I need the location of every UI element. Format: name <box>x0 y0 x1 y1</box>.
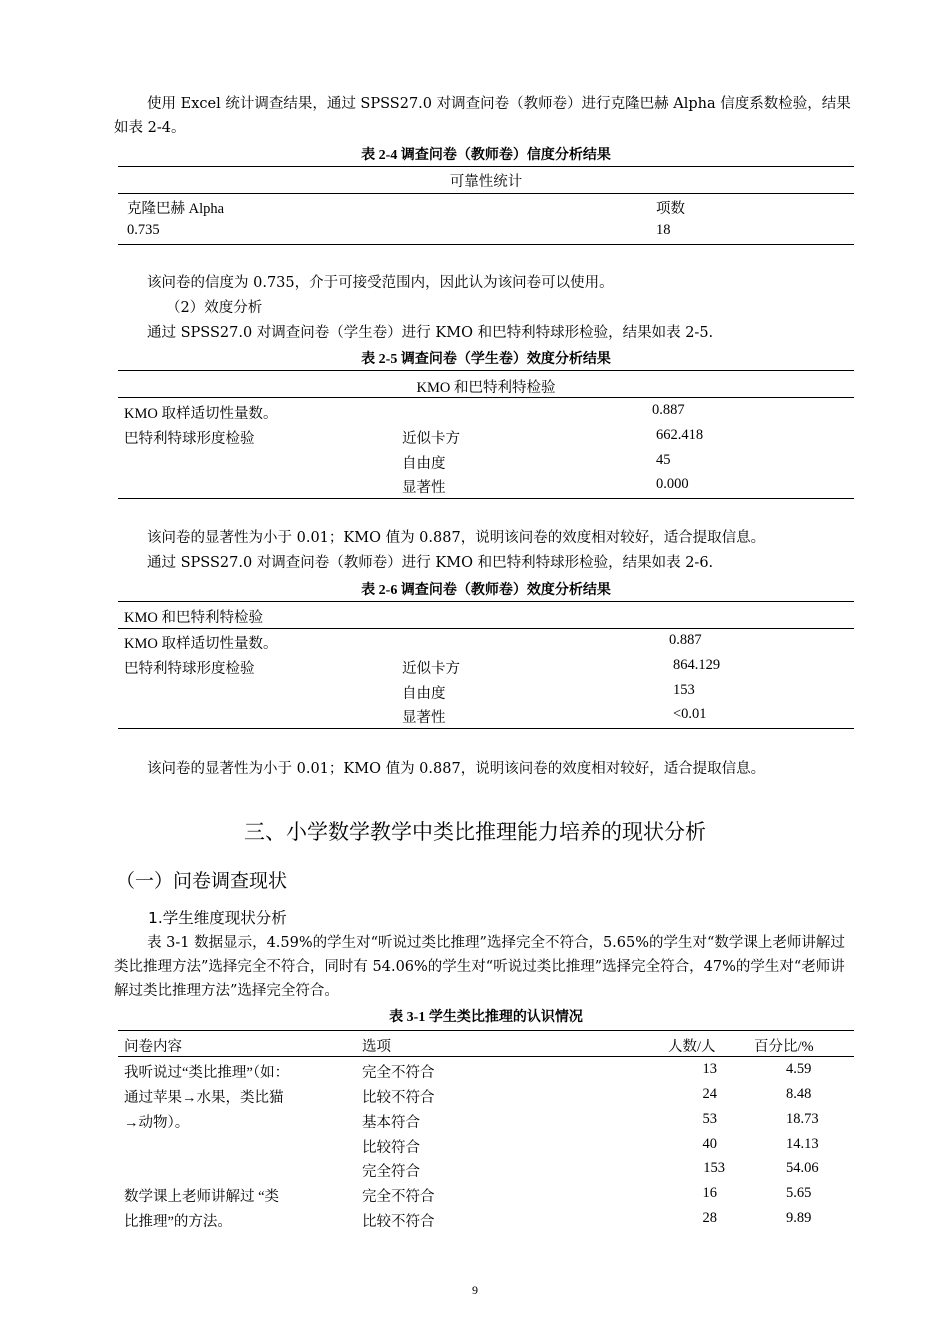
table-2-5-row-value: 662.418 <box>656 427 704 443</box>
table-2-6-row-stat: 自由度 <box>402 686 446 702</box>
table-2-5-row-label: KMO 取样适切性量数。 <box>124 406 278 422</box>
table-3-1-top-rule <box>118 1030 854 1031</box>
table-2-4-header-rule <box>118 193 854 194</box>
table-2-6-row-label: KMO 取样适切性量数。 <box>124 636 278 652</box>
table-2-6-caption: 表 2-6 调查问卷（教师卷）效度分析结果 <box>361 583 611 598</box>
table-3-1-option: 基本符合 <box>362 1115 420 1131</box>
table-2-5-row-stat: 自由度 <box>402 456 446 472</box>
page-number: 9 <box>472 1283 478 1297</box>
table-3-1-percent: 9.89 <box>786 1210 812 1226</box>
table-2-6-top-rule <box>118 601 854 602</box>
table-2-5-row-stat: 近似卡方 <box>402 431 460 447</box>
table-2-5-row-stat: 显著性 <box>402 480 446 496</box>
table-3-1-count: 28 <box>702 1210 717 1226</box>
table-2-6-row-value: 153 <box>673 682 695 698</box>
table-3-1-header-rule <box>118 1056 854 1057</box>
table-3-1-option: 比较符合 <box>362 1140 420 1156</box>
table-2-5-top-rule <box>118 370 854 371</box>
validity-conclusion-teacher: 该问卷的显著性为小于 0.01；KMO 值为 0.887，说明该问卷的效度相对较好，适合提取信息。 <box>147 761 766 777</box>
table-2-4-top-rule <box>118 166 854 167</box>
table-3-1-count: 40 <box>702 1136 717 1152</box>
table-2-5-row-value: 45 <box>656 452 671 468</box>
table-2-6-row-value: 0.887 <box>669 632 702 648</box>
table-2-4-val2: 18 <box>656 222 671 238</box>
table-2-6-row-value: 864.129 <box>673 657 721 673</box>
subsection-title: （一）问卷调查现状 <box>116 870 288 892</box>
intro-paragraph: 使用 Excel 统计调查结果，通过 SPSS27.0 对调查问卷（教师卷）进行克隆巴赫 Alpha 信度系数检验，结果如表 2-4。 <box>114 96 851 136</box>
table-3-1-percent: 8.48 <box>786 1086 812 1102</box>
table-3-1-question-line: →动物）。 <box>124 1115 190 1131</box>
table-2-5-caption: 表 2-5 调查问卷（学生卷）效度分析结果 <box>361 352 611 367</box>
table-2-5-row-value: 0.000 <box>656 476 689 492</box>
table-3-1-count: 53 <box>702 1111 717 1127</box>
table-3-1-count: 153 <box>703 1160 725 1176</box>
validity-conclusion-student: 该问卷的显著性为小于 0.01；KMO 值为 0.887，说明该问卷的效度相对较好，适合提取信息。 <box>147 530 766 546</box>
table-3-1-option: 完全符合 <box>362 1164 420 1180</box>
table-3-1-question-line: 我听说过“类比推理”（如： <box>124 1065 290 1081</box>
table-3-1-question-line: 通过苹果→水果，类比猫 <box>124 1090 284 1106</box>
table-3-1-header-option: 选项 <box>362 1039 391 1055</box>
table-3-1-count: 16 <box>702 1185 717 1201</box>
table-2-4-caption: 表 2-4 调查问卷（教师卷）信度分析结果 <box>361 148 611 163</box>
table-2-6-row-value: <0.01 <box>673 706 707 722</box>
table-2-5-header-rule <box>118 397 854 398</box>
section-paragraph: 表 3-1 数据显示，4.59%的学生对“听说过类比推理”选择完全不符合，5.65%的学生对“数学课上老师讲解过类比推理方法”选择完全不符合，同时有 54.06%的学生对“听说过类比推理”选择完全符合，47%的学生对“老师讲解过类比推理方法”选择完全符合。 <box>114 935 845 999</box>
section-title: 三、小学数学教学中类比推理能力培养的现状分析 <box>244 820 706 844</box>
table-3-1-percent: 18.73 <box>786 1111 819 1127</box>
table-2-6-row-stat: 近似卡方 <box>402 661 460 677</box>
table-3-1-question-line: 数学课上老师讲解过 “类 <box>124 1189 280 1205</box>
table-3-1-option: 比较不符合 <box>362 1090 435 1106</box>
table-3-1-percent: 14.13 <box>786 1136 819 1152</box>
validity-intro-student: 通过 SPSS27.0 对调查问卷（学生卷）进行 KMO 和巴特利特球形检验，结果如表 2-5. <box>147 325 714 341</box>
table-2-4-group-header: 可靠性统计 <box>449 174 523 190</box>
table-2-4-col1-header: 克隆巴赫 Alpha <box>127 201 225 217</box>
table-2-4-col2-header: 项数 <box>656 201 685 217</box>
table-2-4-val1: 0.735 <box>127 222 160 238</box>
table-3-1-percent: 5.65 <box>786 1185 812 1201</box>
table-3-1-option: 完全不符合 <box>362 1189 435 1205</box>
table-3-1-header-percent: 百分比/% <box>754 1039 814 1055</box>
table-3-1-question-line: 比推理”的方法。 <box>124 1214 232 1230</box>
table-3-1-count: 13 <box>702 1061 717 1077</box>
table-2-6-row-stat: 显著性 <box>402 710 446 726</box>
table-2-5-bottom-rule <box>118 498 854 499</box>
table-3-1-percent: 4.59 <box>786 1061 812 1077</box>
table-2-6-header-rule <box>118 628 854 629</box>
table-2-6-bottom-rule <box>118 728 854 729</box>
validity-intro-teacher: 通过 SPSS27.0 对调查问卷（教师卷）进行 KMO 和巴特利特球形检验，结果如表 2-6. <box>147 555 714 571</box>
table-2-6-group-header: KMO 和巴特利特检验 <box>124 610 263 626</box>
table-2-6-row-label: 巴特利特球形度检验 <box>124 661 255 677</box>
table-3-1-caption: 表 3-1 学生类比推理的认识情况 <box>389 1010 583 1025</box>
table-3-1-header-count: 人数/人 <box>668 1039 716 1055</box>
reliability-conclusion: 该问卷的信度为 0.735，介于可接受范围内，因此认为该问卷可以使用。 <box>147 275 614 291</box>
validity-heading: （2）效度分析 <box>166 300 263 316</box>
table-2-4-bottom-rule <box>118 244 854 245</box>
table-2-5-row-label: 巴特利特球形度检验 <box>124 431 255 447</box>
subsubsection-title: 1.学生维度现状分析 <box>148 909 287 927</box>
table-3-1-header-question: 问卷内容 <box>124 1039 182 1055</box>
table-3-1-percent: 54.06 <box>786 1160 819 1176</box>
table-3-1-count: 24 <box>702 1086 717 1102</box>
table-3-1-option: 完全不符合 <box>362 1065 435 1081</box>
table-3-1-option: 比较不符合 <box>362 1214 435 1230</box>
table-2-5-group-header: KMO 和巴特利特检验 <box>416 380 556 396</box>
table-2-5-row-value: 0.887 <box>652 402 685 418</box>
